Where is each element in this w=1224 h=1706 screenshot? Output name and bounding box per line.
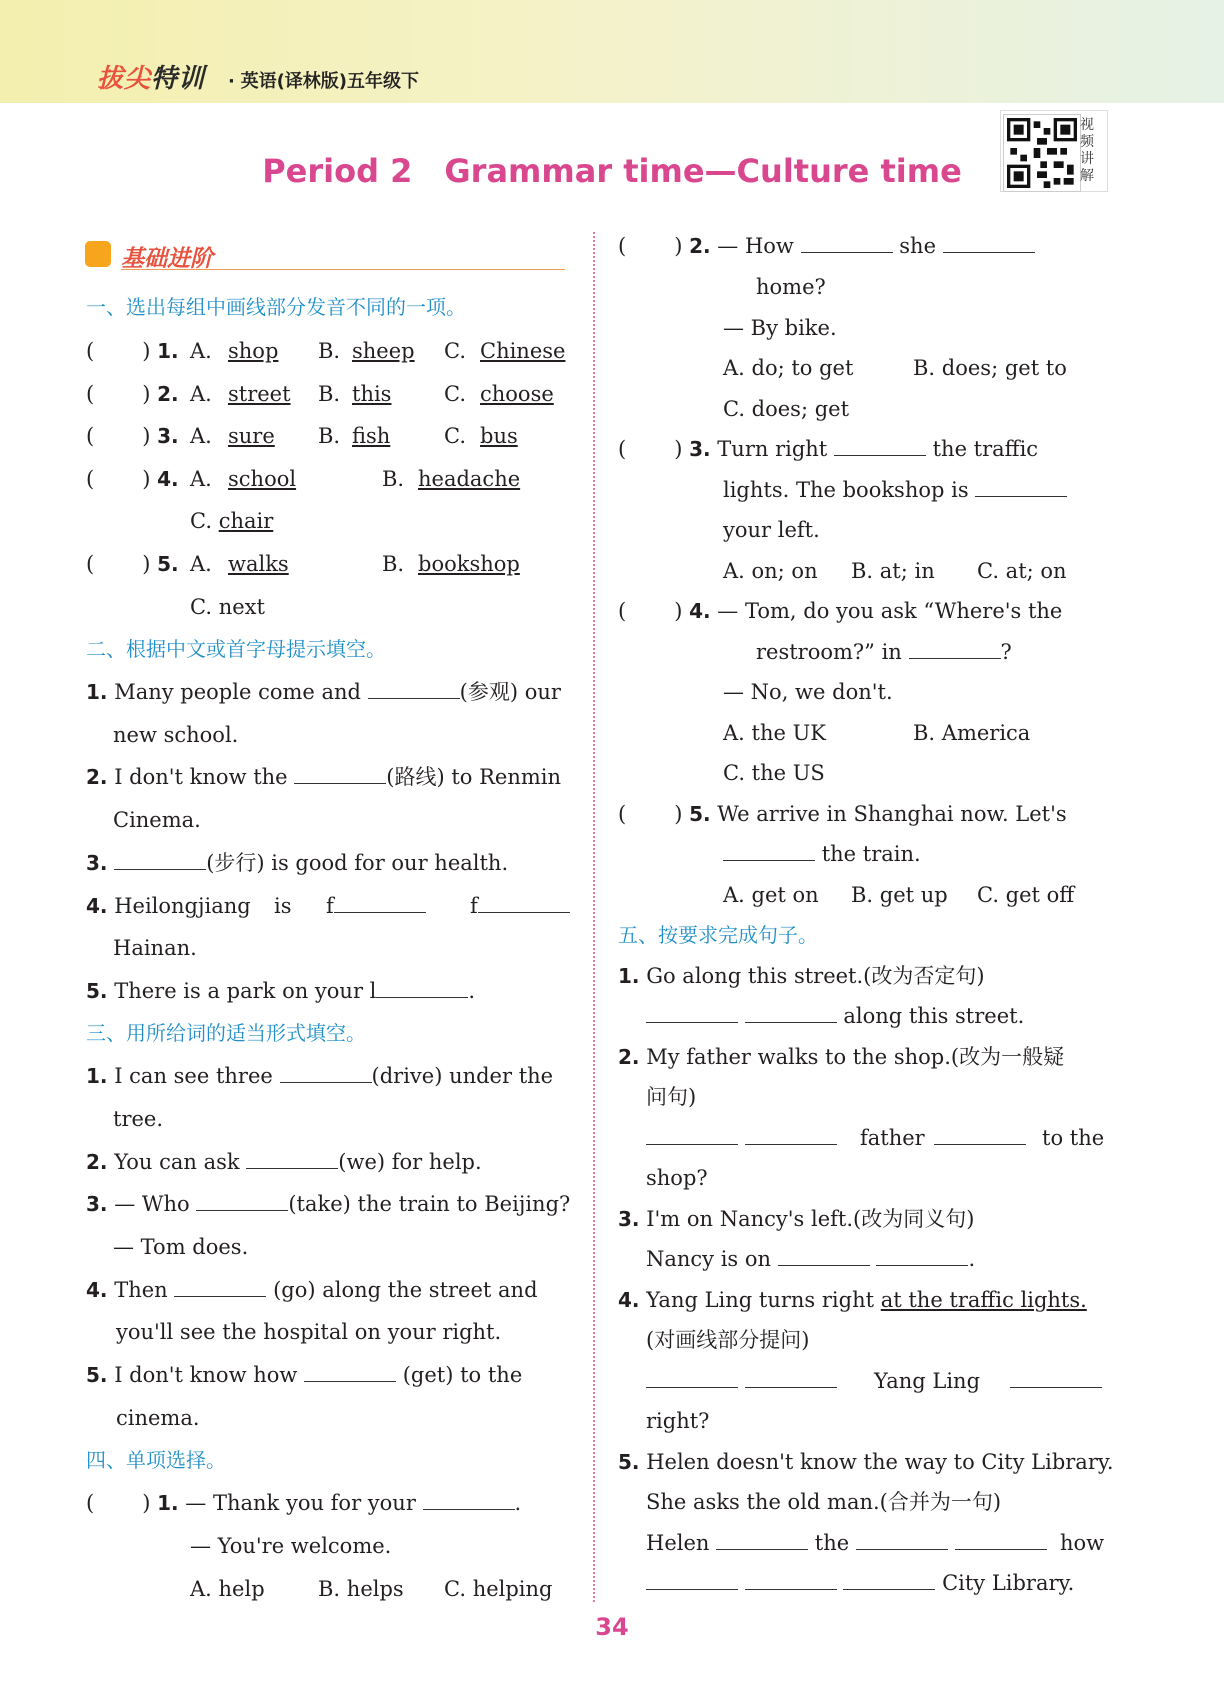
s4-q2[interactable]: ( ) 2. — How she: [618, 232, 1104, 260]
answer-blank[interactable]: [745, 1124, 837, 1145]
answer-blank[interactable]: [646, 1569, 738, 1590]
answer-blank[interactable]: [745, 1367, 837, 1388]
column-divider: [593, 232, 595, 1602]
s4-q4-reply: — No, we don't.: [723, 680, 893, 704]
s2-q3: 3. (步行) is good for our health.: [86, 851, 509, 875]
s4-q3[interactable]: ( ) 3. Turn right the traffic: [618, 437, 1039, 461]
s3-q3-cont: — Tom does.: [113, 1235, 249, 1259]
s5-q1-answer: along this street.: [646, 1002, 1024, 1030]
s5-q3-answer: Nancy is on .: [646, 1247, 976, 1271]
answer-blank[interactable]: [368, 678, 460, 699]
s5-q2: 2. My father walks to the shop.(改为一般疑: [618, 1045, 1065, 1069]
s2-q1-cont: new school.: [113, 723, 239, 747]
s5-q4: 4. Yang Ling turns right at the traffic lights.: [618, 1288, 1087, 1312]
s2-q5: 5. There is a park on your l .: [86, 979, 476, 1003]
s4-q3-cont2: your left.: [723, 518, 820, 542]
answer-blank[interactable]: [843, 1569, 935, 1590]
answer-blank[interactable]: [801, 232, 893, 253]
answer-blank[interactable]: [778, 1245, 870, 1266]
s4-q4[interactable]: ( ) 4. — Tom, do you ask “Where's the: [618, 599, 1063, 623]
s4-q3-cont: lights. The bookshop is: [723, 476, 1067, 504]
s4-q1-options: A. help B. helps C. helping: [190, 1577, 553, 1601]
s4-q4-options: A. the UK B. America: [723, 721, 1031, 745]
s3-q1-cont: tree.: [113, 1107, 164, 1131]
s5-q4-instruction: (对画线部分提问): [646, 1328, 810, 1352]
s1-item-5-c: C. next: [190, 595, 265, 619]
s4-q5[interactable]: ( ) 5. We arrive in Shanghai now. Let's: [618, 802, 1067, 826]
answer-blank[interactable]: [909, 638, 1001, 659]
answer-blank[interactable]: [834, 435, 926, 456]
book-subtitle: · 英语(译林版)五年级下: [228, 71, 420, 92]
answer-blank[interactable]: [723, 840, 815, 861]
answer-blank[interactable]: [174, 1276, 266, 1297]
s4-q1-reply: — You're welcome.: [190, 1534, 392, 1558]
s5-q5: 5. Helen doesn't know the way to City Library.: [618, 1450, 1114, 1474]
answer-blank[interactable]: [246, 1148, 338, 1169]
s4-q1[interactable]: ( ) 1. — Thank you for your .: [86, 1491, 522, 1515]
s4-q4-option-c: C. the US: [723, 761, 825, 785]
section-1-title: 一、选出每组中画线部分发音不同的一项。: [86, 295, 466, 319]
section-2-title: 二、根据中文或首字母提示填空。: [86, 637, 386, 661]
s1-item-4-c: C. chair: [190, 509, 274, 533]
s4-q2-option-c: C. does; get: [723, 397, 850, 421]
s4-q2-cont: home?: [756, 275, 826, 299]
s5-q2-cont: 问句): [646, 1085, 697, 1109]
s2-q2: 2. I don't know the (路线) to Renmin: [86, 765, 562, 789]
answer-blank[interactable]: [1010, 1367, 1102, 1388]
qr-code-icon[interactable]: [1003, 114, 1081, 192]
s5-q4-answer: Yang Ling: [646, 1367, 1104, 1395]
section-4-title: 四、单项选择。: [86, 1448, 226, 1472]
s3-q1: 1. I can see three (drive) under the: [86, 1064, 554, 1088]
s1-item-4[interactable]: ( ) 4. A. school B. headache: [86, 467, 521, 491]
s4-q2-reply: — By bike.: [723, 316, 837, 340]
s4-q2-options: A. do; to get B. does; get to: [723, 356, 1067, 380]
answer-blank[interactable]: [646, 1367, 738, 1388]
s1-item-5[interactable]: ( ) 5. A. walks B. bookshop: [86, 552, 520, 576]
brand-logo: 拔尖特训: [97, 64, 206, 94]
s4-q5-options: A. get on B. get up C. get off: [723, 883, 1075, 907]
s3-q5: 5. I don't know how (get) to the: [86, 1363, 523, 1387]
answer-blank[interactable]: [876, 1245, 968, 1266]
answer-blank[interactable]: [114, 849, 206, 870]
answer-blank[interactable]: [955, 1529, 1047, 1550]
answer-blank[interactable]: [376, 977, 468, 998]
s1-item-3[interactable]: ( ) 3. A. sure B. fish C. bus: [86, 424, 518, 448]
s1-item-2[interactable]: ( ) 2. A. street B. this C. choose: [86, 382, 554, 406]
s5-q5-answer: Helen the how: [646, 1531, 1105, 1555]
answer-blank[interactable]: [280, 1062, 372, 1083]
qr-label: 视频讲解: [1080, 117, 1094, 184]
s5-q5-answer-2: City Library.: [646, 1569, 1074, 1597]
s2-q2-cont: Cinema.: [113, 808, 201, 832]
answer-blank[interactable]: [975, 476, 1067, 497]
s2-q4: 4. Heilongjiang is f f: [86, 892, 572, 920]
answer-blank[interactable]: [646, 1124, 738, 1145]
s5-q4-end: right?: [646, 1409, 710, 1433]
s4-q4-cont: restroom?” in ?: [756, 640, 1012, 664]
s2-q1: 1. Many people come and (参观) our: [86, 680, 561, 704]
s3-q4: 4. Then (go) along the street and: [86, 1278, 538, 1302]
s2-q4-cont: Hainan.: [113, 936, 197, 960]
section-3-title: 三、用所给词的适当形式填空。: [86, 1021, 366, 1045]
answer-blank[interactable]: [294, 763, 386, 784]
s5-q3: 3. I'm on Nancy's left.(改为同义句): [618, 1207, 975, 1231]
section-5-title: 五、按要求完成句子。: [618, 923, 818, 947]
answer-blank[interactable]: [423, 1489, 515, 1510]
answer-blank[interactable]: [304, 1361, 396, 1382]
s5-q2-end: shop?: [646, 1166, 708, 1190]
s1-item-1[interactable]: ( ) 1. A. shop B. sheep C. Chinese: [86, 339, 566, 363]
pencil-icon: [85, 241, 111, 267]
s3-q5-cont: cinema.: [116, 1406, 200, 1430]
answer-blank[interactable]: [196, 1190, 288, 1211]
section-banner: 基础进阶: [85, 240, 565, 270]
answer-blank[interactable]: [646, 1002, 738, 1023]
answer-blank[interactable]: [745, 1569, 837, 1590]
s3-q2: 2. You can ask (we) for help.: [86, 1150, 482, 1174]
s3-q3: 3. — Who (take) the train to Beijing?: [86, 1192, 571, 1216]
s5-q1: 1. Go along this street.(改为否定句): [618, 964, 985, 988]
page-title: Period 2 Grammar time—Culture time: [262, 152, 962, 190]
answer-blank[interactable]: [745, 1002, 837, 1023]
answer-blank[interactable]: [934, 1124, 1026, 1145]
s3-q4-cont: you'll see the hospital on your right.: [116, 1320, 502, 1344]
s4-q5-cont: the train.: [723, 840, 921, 868]
answer-blank[interactable]: [478, 892, 570, 913]
answer-blank[interactable]: [856, 1529, 948, 1550]
s5-q2-answer: father to the: [646, 1124, 1104, 1152]
answer-blank[interactable]: [334, 892, 426, 913]
answer-blank[interactable]: [716, 1529, 808, 1550]
answer-blank[interactable]: [943, 232, 1035, 253]
s4-q3-options: A. on; on B. at; in C. at; on: [723, 559, 1067, 583]
s5-q5-cont: She asks the old man.(合并为一句): [646, 1490, 1002, 1514]
page-number: 34: [595, 1613, 629, 1641]
